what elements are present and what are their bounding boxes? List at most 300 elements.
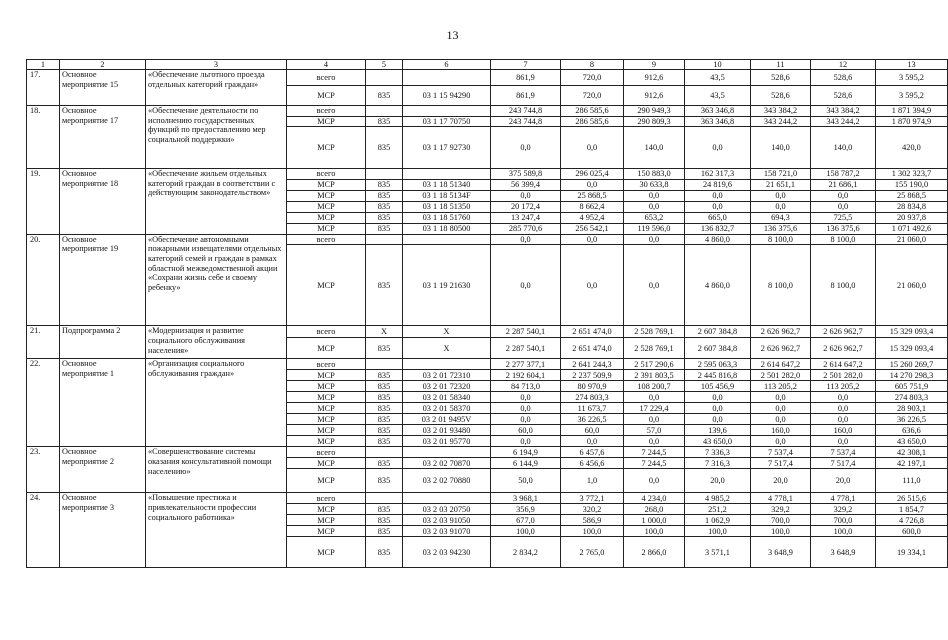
table-row xyxy=(27,169,948,180)
amount-cell: 42 308,1 xyxy=(876,447,948,458)
amount-cell: 14 270 298,3 xyxy=(876,370,948,381)
funding-source: МСР xyxy=(287,436,366,447)
amount-cell: 700,0 xyxy=(811,515,876,526)
amount-cell: 2 626 962,7 xyxy=(751,326,811,338)
event-description: «Повышение престижа и привлекательности профессии социального работника» xyxy=(146,493,287,568)
amount-cell: 363 346,8 xyxy=(685,106,751,117)
amount-cell: 0,0 xyxy=(491,414,561,425)
grbs-code xyxy=(366,493,403,504)
budget-code xyxy=(403,493,491,504)
amount-cell: 6 456,6 xyxy=(561,458,624,469)
amount-cell: 136 375,6 xyxy=(811,223,876,234)
amount-cell: 0,0 xyxy=(491,436,561,447)
amount-cell: 0,0 xyxy=(624,190,685,201)
amount-cell: 42 197,1 xyxy=(876,458,948,469)
amount-cell: 4 985,2 xyxy=(685,493,751,504)
amount-cell: 28 903,1 xyxy=(876,403,948,414)
grbs-code: 835 xyxy=(366,515,403,526)
amount-cell: 2 614 647,2 xyxy=(811,359,876,370)
event-title: Основное мероприятие 3 xyxy=(60,493,146,568)
amount-cell: 636,6 xyxy=(876,425,948,436)
amount-cell: 0,0 xyxy=(491,234,561,245)
budget-code: 03 2 03 91050 xyxy=(403,515,491,526)
amount-cell: 20,0 xyxy=(751,469,811,493)
amount-cell: 653,2 xyxy=(624,212,685,223)
amount-cell: 100,0 xyxy=(811,526,876,537)
amount-cell: 243 744,8 xyxy=(491,116,561,127)
amount-cell: 2 651 474,0 xyxy=(561,338,624,359)
amount-cell: 155 190,0 xyxy=(876,179,948,190)
funding-source: МСР xyxy=(287,179,366,190)
amount-cell: 912,6 xyxy=(624,86,685,106)
amount-cell: 256 542,1 xyxy=(561,223,624,234)
amount-cell: 1 854,7 xyxy=(876,504,948,515)
amount-cell: 50,0 xyxy=(491,469,561,493)
amount-cell: 0,0 xyxy=(685,190,751,201)
amount-cell: 160,0 xyxy=(811,425,876,436)
amount-cell: 7 537,4 xyxy=(751,447,811,458)
column-number-header xyxy=(27,60,948,70)
funding-source: МСР xyxy=(287,223,366,234)
amount-cell: 8 100,0 xyxy=(811,245,876,326)
grbs-code: 835 xyxy=(366,403,403,414)
amount-cell: 274 803,3 xyxy=(561,392,624,403)
event-title: Подпрограмма 2 xyxy=(60,326,146,359)
amount-cell: 25 868,5 xyxy=(876,190,948,201)
funding-source: МСР xyxy=(287,469,366,493)
amount-cell: 343 384,2 xyxy=(751,106,811,117)
grbs-code: 835 xyxy=(366,469,403,493)
column-number: 13 xyxy=(876,60,948,70)
amount-cell: 4 234,0 xyxy=(624,493,685,504)
amount-cell: 2 866,0 xyxy=(624,537,685,568)
amount-cell: 0,0 xyxy=(624,234,685,245)
amount-cell: 7 244,5 xyxy=(624,458,685,469)
amount-cell: 3 968,1 xyxy=(491,493,561,504)
amount-cell: 7 537,4 xyxy=(811,447,876,458)
budget-code: 03 2 02 70870 xyxy=(403,458,491,469)
budget-code xyxy=(403,169,491,180)
budget-code: 03 1 18 80500 xyxy=(403,223,491,234)
budget-code: 03 1 17 70750 xyxy=(403,116,491,127)
grbs-code: 835 xyxy=(366,190,403,201)
budget-code: 03 1 18 51760 xyxy=(403,212,491,223)
amount-cell: 1 871 394,9 xyxy=(876,106,948,117)
amount-cell: 0,0 xyxy=(751,392,811,403)
table-row xyxy=(27,106,948,117)
amount-cell: 2 287 540,1 xyxy=(491,326,561,338)
budget-code: 03 2 01 72320 xyxy=(403,381,491,392)
event-description: «Совершенствование системы оказания консультативной помощи населению» xyxy=(146,447,287,493)
amount-cell: 7 336,3 xyxy=(685,447,751,458)
amount-cell: 286 585,6 xyxy=(561,116,624,127)
row-number: 18. xyxy=(27,106,60,169)
grbs-code: 835 xyxy=(366,86,403,106)
event-description: «Модернизация и развитие социального обслуживания населения» xyxy=(146,326,287,359)
budget-code xyxy=(403,70,491,86)
amount-cell: 2 277 377,1 xyxy=(491,359,561,370)
amount-cell: 0,0 xyxy=(811,403,876,414)
amount-cell: 43 650,0 xyxy=(876,436,948,447)
event-title: Основное мероприятие 1 xyxy=(60,359,146,447)
row-number: 22. xyxy=(27,359,60,447)
amount-cell: 17 229,4 xyxy=(624,403,685,414)
amount-cell: 290 809,3 xyxy=(624,116,685,127)
budget-code: 03 2 01 58370 xyxy=(403,403,491,414)
grbs-code: 835 xyxy=(366,212,403,223)
funding-source: МСР xyxy=(287,190,366,201)
budget-code: 03 2 03 94230 xyxy=(403,537,491,568)
column-number: 5 xyxy=(366,60,403,70)
funding-source: МСР xyxy=(287,381,366,392)
amount-cell: 26 515,6 xyxy=(876,493,948,504)
amount-cell: 0,0 xyxy=(751,436,811,447)
event-title: Основное мероприятие 19 xyxy=(60,234,146,326)
amount-cell: 162 317,3 xyxy=(685,169,751,180)
amount-cell: 0,0 xyxy=(811,436,876,447)
funding-source: МСР xyxy=(287,392,366,403)
amount-cell: 11 673,7 xyxy=(561,403,624,414)
event-title: Основное мероприятие 2 xyxy=(60,447,146,493)
amount-cell: 528,6 xyxy=(811,86,876,106)
amount-cell: 0,0 xyxy=(811,414,876,425)
grbs-code: 835 xyxy=(366,245,403,326)
grbs-code xyxy=(366,70,403,86)
column-number: 3 xyxy=(146,60,287,70)
budget-code: 03 2 01 9495V xyxy=(403,414,491,425)
funding-source: всего xyxy=(287,493,366,504)
amount-cell: 2 614 647,2 xyxy=(751,359,811,370)
amount-cell: 2 517 290,6 xyxy=(624,359,685,370)
row-number: 24. xyxy=(27,493,60,568)
amount-cell: 2 501 282,0 xyxy=(751,370,811,381)
amount-cell: 60,0 xyxy=(491,425,561,436)
row-number: 17. xyxy=(27,70,60,106)
amount-cell: 343 244,2 xyxy=(751,116,811,127)
amount-cell: 0,0 xyxy=(491,392,561,403)
funding-source: МСР xyxy=(287,515,366,526)
grbs-code: 835 xyxy=(366,504,403,515)
grbs-code xyxy=(366,447,403,458)
amount-cell: 113 205,2 xyxy=(751,381,811,392)
amount-cell: 119 596,0 xyxy=(624,223,685,234)
amount-cell: 2 237 509,9 xyxy=(561,370,624,381)
amount-cell: 158 787,2 xyxy=(811,169,876,180)
table-row xyxy=(27,493,948,504)
grbs-code: 835 xyxy=(366,436,403,447)
amount-cell: 0,0 xyxy=(561,234,624,245)
budget-code: 03 1 18 5134F xyxy=(403,190,491,201)
amount-cell: 160,0 xyxy=(751,425,811,436)
budget-code: 03 1 19 21630 xyxy=(403,245,491,326)
amount-cell: 1 062,9 xyxy=(685,515,751,526)
budget-code: 03 1 15 94290 xyxy=(403,86,491,106)
amount-cell: 2 528 769,1 xyxy=(624,338,685,359)
amount-cell: 329,2 xyxy=(751,504,811,515)
row-number: 21. xyxy=(27,326,60,359)
amount-cell: 4 778,1 xyxy=(751,493,811,504)
funding-source: МСР xyxy=(287,425,366,436)
event-description: «Обеспечение жильем отдельных категорий граждан в соответствии с действующим законодательством» xyxy=(146,169,287,235)
event-description: «Обеспечение льготного проезда отдельных категорий граждан» xyxy=(146,70,287,106)
amount-cell: 694,3 xyxy=(751,212,811,223)
amount-cell: 363 346,8 xyxy=(685,116,751,127)
amount-cell: 6 457,6 xyxy=(561,447,624,458)
amount-cell: 0,0 xyxy=(624,392,685,403)
column-number: 7 xyxy=(491,60,561,70)
event-title: Основное мероприятие 15 xyxy=(60,70,146,106)
amount-cell: 356,9 xyxy=(491,504,561,515)
funding-source: МСР xyxy=(287,245,366,326)
event-description: «Обеспечение деятельности по исполнению государственных функций по предоставлению мер социальной поддержки» xyxy=(146,106,287,169)
funding-source: МСР xyxy=(287,212,366,223)
amount-cell: 158 721,0 xyxy=(751,169,811,180)
amount-cell: 329,2 xyxy=(811,504,876,515)
grbs-code: 835 xyxy=(366,458,403,469)
amount-cell: 0,0 xyxy=(751,403,811,414)
amount-cell: 1 071 492,6 xyxy=(876,223,948,234)
grbs-code: 835 xyxy=(366,370,403,381)
grbs-code: 835 xyxy=(366,127,403,169)
amount-cell: 56 399,4 xyxy=(491,179,561,190)
amount-cell: 36 226,5 xyxy=(876,414,948,425)
budget-code xyxy=(403,447,491,458)
amount-cell: 15 329 093,4 xyxy=(876,326,948,338)
amount-cell: 0,0 xyxy=(491,403,561,414)
amount-cell: 343 384,2 xyxy=(811,106,876,117)
amount-cell: 725,5 xyxy=(811,212,876,223)
amount-cell: 8 100,0 xyxy=(751,234,811,245)
amount-cell: 861,9 xyxy=(491,70,561,86)
amount-cell: 3 772,1 xyxy=(561,493,624,504)
table-row xyxy=(27,359,948,370)
amount-cell: 285 770,6 xyxy=(491,223,561,234)
amount-cell: 251,2 xyxy=(685,504,751,515)
amount-cell: 1,0 xyxy=(561,469,624,493)
amount-cell: 600,0 xyxy=(876,526,948,537)
amount-cell: 136 832,7 xyxy=(685,223,751,234)
column-number: 6 xyxy=(403,60,491,70)
budget-code xyxy=(403,359,491,370)
amount-cell: 28 834,8 xyxy=(876,201,948,212)
column-number: 8 xyxy=(561,60,624,70)
amount-cell: 296 025,4 xyxy=(561,169,624,180)
grbs-code: 835 xyxy=(366,338,403,359)
amount-cell: 2 528 769,1 xyxy=(624,326,685,338)
amount-cell: 1 000,0 xyxy=(624,515,685,526)
column-number: 9 xyxy=(624,60,685,70)
amount-cell: 43 650,0 xyxy=(685,436,751,447)
amount-cell: 2 607 384,8 xyxy=(685,326,751,338)
amount-cell: 3 648,9 xyxy=(751,537,811,568)
column-number: 12 xyxy=(811,60,876,70)
amount-cell: 3 595,2 xyxy=(876,70,948,86)
amount-cell: 20 172,4 xyxy=(491,201,561,212)
amount-cell: 20 937,8 xyxy=(876,212,948,223)
table-row xyxy=(27,234,948,245)
amount-cell: 15 329 093,4 xyxy=(876,338,948,359)
amount-cell: 677,0 xyxy=(491,515,561,526)
amount-cell: 1 870 974,9 xyxy=(876,116,948,127)
amount-cell: 4 778,1 xyxy=(811,493,876,504)
amount-cell: 15 260 269,7 xyxy=(876,359,948,370)
amount-cell: 8 100,0 xyxy=(751,245,811,326)
event-title: Основное мероприятие 18 xyxy=(60,169,146,235)
amount-cell: 243 744,8 xyxy=(491,106,561,117)
budget-code: 03 2 01 72310 xyxy=(403,370,491,381)
row-number: 20. xyxy=(27,234,60,326)
table-row xyxy=(27,447,948,458)
amount-cell: 912,6 xyxy=(624,70,685,86)
amount-cell: 586,9 xyxy=(561,515,624,526)
amount-cell: 0,0 xyxy=(811,392,876,403)
amount-cell: 7 517,4 xyxy=(751,458,811,469)
amount-cell: 3 595,2 xyxy=(876,86,948,106)
amount-cell: 20,0 xyxy=(685,469,751,493)
amount-cell: 6 144,9 xyxy=(491,458,561,469)
amount-cell: 861,9 xyxy=(491,86,561,106)
amount-cell: 43,5 xyxy=(685,86,751,106)
amount-cell: 375 589,8 xyxy=(491,169,561,180)
amount-cell: 2 765,0 xyxy=(561,537,624,568)
amount-cell: 2 501 282,0 xyxy=(811,370,876,381)
grbs-code: 835 xyxy=(366,223,403,234)
amount-cell: 2 834,2 xyxy=(491,537,561,568)
funding-source: всего xyxy=(287,234,366,245)
event-description: «Организация социального обслуживания граждан» xyxy=(146,359,287,447)
budget-code: 03 2 01 95770 xyxy=(403,436,491,447)
amount-cell: 2 287 540,1 xyxy=(491,338,561,359)
amount-cell: 136 375,6 xyxy=(751,223,811,234)
amount-cell: 2 626 962,7 xyxy=(811,338,876,359)
amount-cell: 105 456,9 xyxy=(685,381,751,392)
amount-cell: 0,0 xyxy=(811,201,876,212)
event-title: Основное мероприятие 17 xyxy=(60,106,146,169)
amount-cell: 36 226,5 xyxy=(561,414,624,425)
amount-cell: 0,0 xyxy=(685,201,751,212)
amount-cell: 0,0 xyxy=(491,127,561,169)
amount-cell: 0,0 xyxy=(751,190,811,201)
amount-cell: 528,6 xyxy=(811,70,876,86)
amount-cell: 2 607 384,8 xyxy=(685,338,751,359)
amount-cell: 4 952,4 xyxy=(561,212,624,223)
amount-cell: 8 662,4 xyxy=(561,201,624,212)
amount-cell: 274 803,3 xyxy=(876,392,948,403)
page-number: 13 xyxy=(446,28,459,42)
budget-code: 03 1 17 92730 xyxy=(403,127,491,169)
grbs-code: 835 xyxy=(366,414,403,425)
amount-cell: 290 949,3 xyxy=(624,106,685,117)
budget-code xyxy=(403,234,491,245)
grbs-code xyxy=(366,359,403,370)
grbs-code xyxy=(366,169,403,180)
amount-cell: 30 633,8 xyxy=(624,179,685,190)
column-number: 2 xyxy=(60,60,146,70)
grbs-code: 835 xyxy=(366,526,403,537)
funding-source: МСР xyxy=(287,414,366,425)
amount-cell: 100,0 xyxy=(561,526,624,537)
amount-cell: 343 244,2 xyxy=(811,116,876,127)
column-number: 11 xyxy=(751,60,811,70)
amount-cell: 3 648,9 xyxy=(811,537,876,568)
amount-cell: 100,0 xyxy=(685,526,751,537)
budget-code: 03 2 01 93480 xyxy=(403,425,491,436)
amount-cell: 0,0 xyxy=(561,245,624,326)
amount-cell: 21 686,1 xyxy=(811,179,876,190)
amount-cell: 0,0 xyxy=(624,414,685,425)
funding-source: МСР xyxy=(287,127,366,169)
amount-cell: 0,0 xyxy=(624,469,685,493)
budget-code: 03 1 18 51340 xyxy=(403,179,491,190)
budget-code: 03 1 18 51350 xyxy=(403,201,491,212)
grbs-code: 835 xyxy=(366,116,403,127)
grbs-code: 835 xyxy=(366,537,403,568)
amount-cell: 4 726,8 xyxy=(876,515,948,526)
amount-cell: 0,0 xyxy=(561,436,624,447)
amount-cell: 108 200,7 xyxy=(624,381,685,392)
amount-cell: 720,0 xyxy=(561,70,624,86)
grbs-code: 835 xyxy=(366,381,403,392)
amount-cell: 100,0 xyxy=(751,526,811,537)
amount-cell: 2 445 816,8 xyxy=(685,370,751,381)
funding-source: всего xyxy=(287,447,366,458)
amount-cell: 320,2 xyxy=(561,504,624,515)
amount-cell: 21 060,0 xyxy=(876,245,948,326)
funding-source: МСР xyxy=(287,537,366,568)
amount-cell: 8 100,0 xyxy=(811,234,876,245)
event-description: «Обеспечение автономными пожарными извещателями отдельных категорий семей и граждан в рамках областной межведомственной акции «Сохрани жизнь себе и своему ребенку» xyxy=(146,234,287,326)
amount-cell: 0,0 xyxy=(685,392,751,403)
row-number: 23. xyxy=(27,447,60,493)
grbs-code: X xyxy=(366,326,403,338)
amount-cell: 57,0 xyxy=(624,425,685,436)
amount-cell: 0,0 xyxy=(624,201,685,212)
funding-source: МСР xyxy=(287,403,366,414)
amount-cell: 21 060,0 xyxy=(876,234,948,245)
amount-cell: 21 651,1 xyxy=(751,179,811,190)
column-number: 1 xyxy=(27,60,60,70)
grbs-code: 835 xyxy=(366,179,403,190)
budget-code: 03 2 02 70880 xyxy=(403,469,491,493)
amount-cell: 0,0 xyxy=(751,414,811,425)
amount-cell: 0,0 xyxy=(561,127,624,169)
amount-cell: 100,0 xyxy=(491,526,561,537)
amount-cell: 2 192 604,1 xyxy=(491,370,561,381)
budget-code: 03 2 03 91070 xyxy=(403,526,491,537)
amount-cell: 0,0 xyxy=(561,179,624,190)
amount-cell: 24 819,6 xyxy=(685,179,751,190)
amount-cell: 2 391 803,5 xyxy=(624,370,685,381)
amount-cell: 605 751,9 xyxy=(876,381,948,392)
amount-cell: 43,5 xyxy=(685,70,751,86)
amount-cell: 140,0 xyxy=(624,127,685,169)
amount-cell: 13 247,4 xyxy=(491,212,561,223)
row-number: 19. xyxy=(27,169,60,235)
amount-cell: 4 860,0 xyxy=(685,234,751,245)
amount-cell: 113 205,2 xyxy=(811,381,876,392)
grbs-code: 835 xyxy=(366,392,403,403)
amount-cell: 0,0 xyxy=(811,190,876,201)
column-number: 4 xyxy=(287,60,366,70)
budget-code: X xyxy=(403,326,491,338)
amount-cell: 19 334,1 xyxy=(876,537,948,568)
funding-source: МСР xyxy=(287,86,366,106)
budget-code: 03 2 03 20750 xyxy=(403,504,491,515)
grbs-code: 835 xyxy=(366,201,403,212)
amount-cell: 80 970,9 xyxy=(561,381,624,392)
amount-cell: 139,6 xyxy=(685,425,751,436)
amount-cell: 665,0 xyxy=(685,212,751,223)
